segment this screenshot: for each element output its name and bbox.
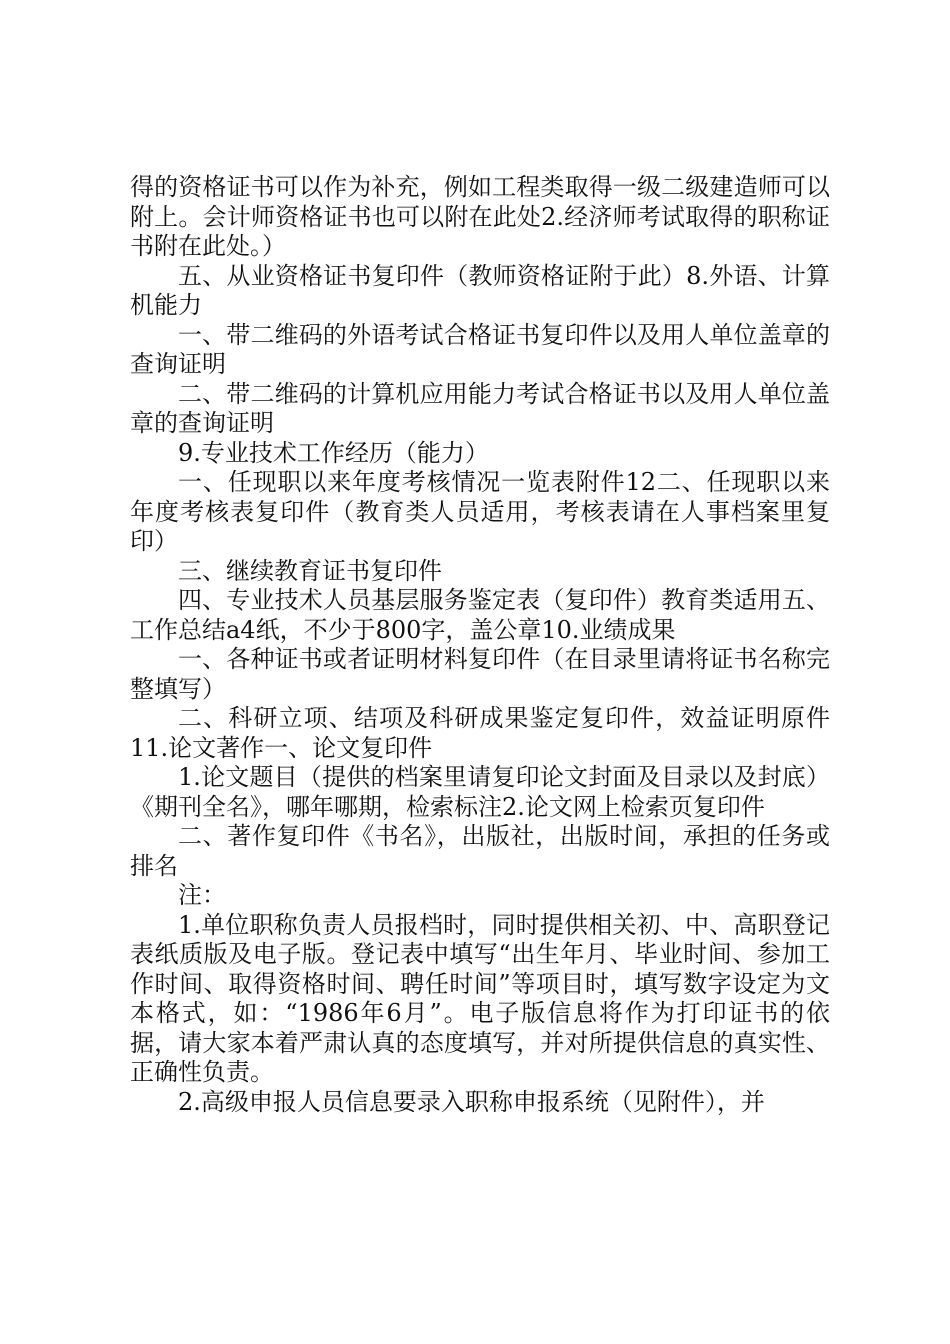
paragraph-item-4-service-appraisal: 四、专业技术人员基层服务鉴定表（复印件）教育类适用五、工作总结a4纸，不少于800字，盖公章10.业绩成果: [130, 586, 830, 644]
document-body: [130, 173, 830, 1117]
paragraph-note-1: 1.单位职称负责人员报档时，同时提供相关初、中、高职登记表纸质版及电子版。登记表中填写“出生年月、毕业时间、参加工作时间、取得资格时间、聘任时间”等项目时，填写数字设定为文本格式，如：“1986年6月”。电子版信息将作为打印证书的依据，请大家本着严肃认真的态度填写，并对所提供信息的真实性、正确性负责。: [130, 910, 830, 1086]
paragraph-item-2-computer: 二、带二维码的计算机应用能力考试合格证书以及用人单位盖章的查询证明: [130, 379, 830, 437]
paragraph-note-2: 2.高级申报人员信息要录入职称申报系统（见附件），并: [178, 1087, 765, 1116]
paragraph-item-1-certificates: 一、各种证书或者证明材料复印件（在目录里请将证书名称完整填写）: [130, 645, 830, 703]
paragraph-section-9-heading: 9.专业技术工作经历（能力）: [178, 438, 489, 467]
paragraph-item-1-annual-review: 一、任现职以来年度考核情况一览表附件12二、任现职以来年度考核表复印件（教育类人员适用，考核表请在人事档案里复印）: [130, 468, 830, 555]
paragraph-note-heading: 注：: [178, 881, 226, 909]
paragraph-item-2-works: 二、著作复印件《书名》，出版社，出版时间，承担的任务或排名: [130, 822, 830, 880]
paragraph-item-1-paper-title: 1.论文题目（提供的档案里请复印论文封面及目录以及封底）《期刊全名》，哪年哪期，检索标注2.论文网上检索页复印件: [130, 763, 830, 821]
paragraph-item-1-foreign-language: 一、带二维码的外语考试合格证书复印件以及用人单位盖章的查询证明: [130, 320, 830, 378]
paragraph-item-3-continuing-education: 三、继续教育证书复印件: [178, 556, 442, 585]
paragraph-item-2-research: 二、科研立项、结项及科研成果鉴定复印件，效益证明原件11.论文著作一、论文复印件: [130, 704, 830, 762]
paragraph-item-5-qualification: 五、从业资格证书复印件（教师资格证附于此）8.外语、计算机能力: [130, 261, 830, 319]
paragraph-continuation: 得的资格证书可以作为补充，例如工程类取得一级二级建造师可以附上。会计师资格证书也可以附在此处2.经济师考试取得的职称证书附在此处。）: [130, 173, 830, 260]
